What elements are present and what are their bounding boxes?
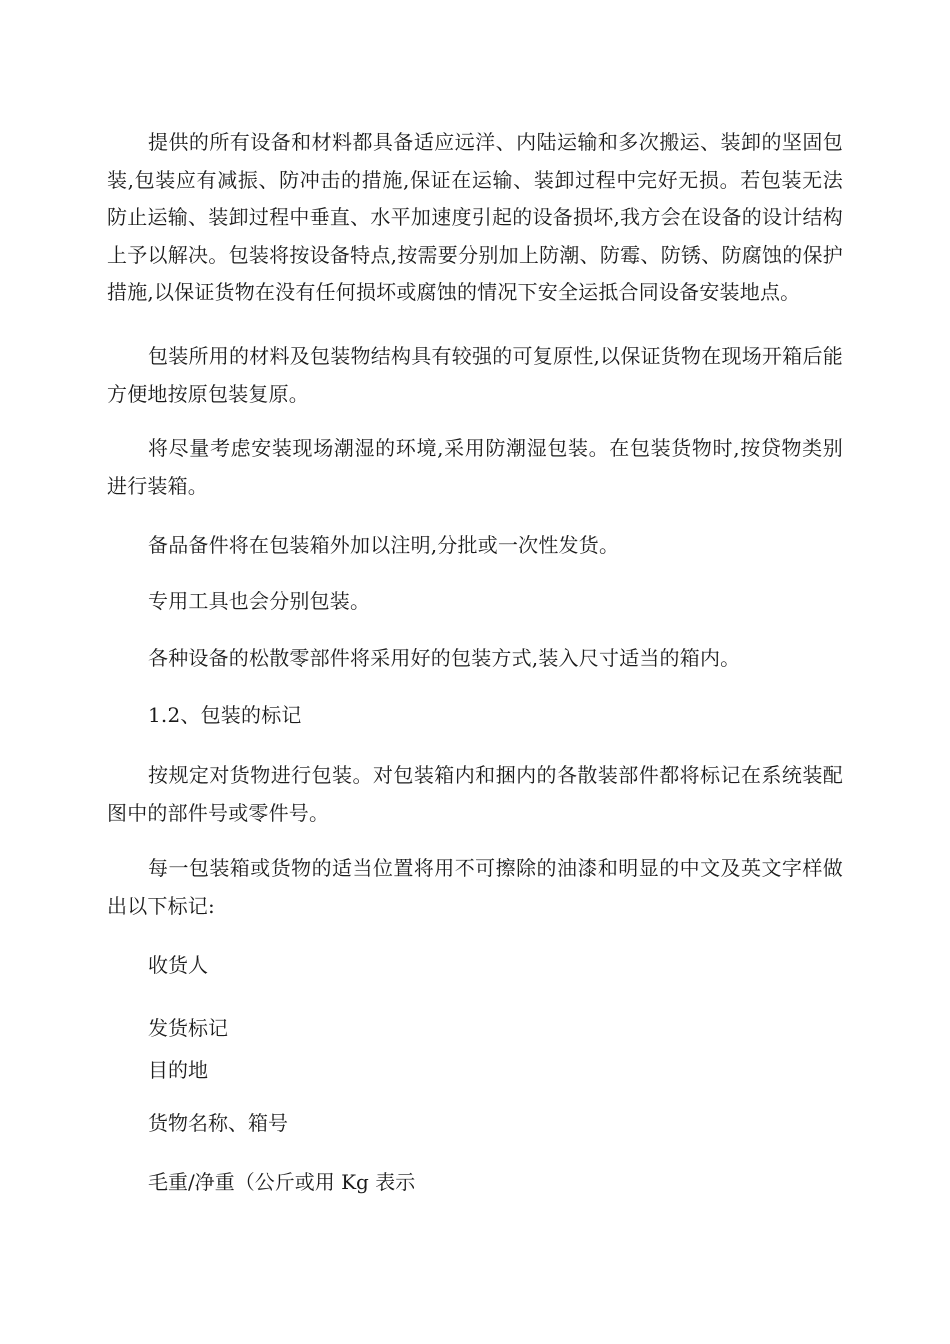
marking-item-destination: 目的地 xyxy=(148,1058,208,1082)
marking-item-goods-name: 货物名称、箱号 xyxy=(148,1111,288,1135)
marking-item-weight: 毛重/净重（公斤或用 Kg 表示 xyxy=(148,1170,416,1194)
moisture-proof-paragraph: 将尽量考虑安装现场潮湿的环境,采用防潮湿包装。在包装货物时,按贷物类别进行装箱。 xyxy=(107,436,843,498)
special-tools-paragraph: 专用工具也会分别包装。 xyxy=(148,589,371,613)
marking-item-consignee: 收货人 xyxy=(148,953,208,977)
packaging-recovery-paragraph: 包装所用的材料及包装物结构具有较强的可复原性,以保证货物在现场开箱后能方便地按原包装复原。 xyxy=(107,344,843,406)
marking-rules-paragraph: 按规定对货物进行包装。对包装箱内和捆内的各散装部件都将标记在系统装配图中的部件号或零件号。 xyxy=(107,763,843,825)
spare-parts-paragraph: 备品备件将在包装箱外加以注明,分批或一次性发货。 xyxy=(148,533,620,557)
section-heading: 1.2、包装的标记 xyxy=(148,703,302,727)
packaging-requirements-paragraph: 提供的所有设备和材料都具备适应远洋、内陆运输和多次搬运、装卸的坚固包装,包装应有减振、防冲击的措施,保证在运输、装卸过程中完好无损。若包装无法防止运输、装卸过程中垂直、水平加速度引起的设备损坏,我方会在设备的设计结构上予以解决。包装将按设备特点,按需要分别加上防潮、防霉、防锈、防腐蚀的保护措施,以保证货物在没有任何损坏或腐蚀的情况下安全运抵合同设备安装地点。 xyxy=(107,130,843,304)
marking-intro-paragraph: 每一包装箱或货物的适当位置将用不可擦除的油漆和明显的中文及英文字样做出以下标记: xyxy=(107,856,843,918)
loose-parts-paragraph: 各种设备的松散零部件将采用好的包装方式,装入尺寸适当的箱内。 xyxy=(148,646,741,670)
marking-item-shipping-mark: 发货标记 xyxy=(148,1016,228,1040)
